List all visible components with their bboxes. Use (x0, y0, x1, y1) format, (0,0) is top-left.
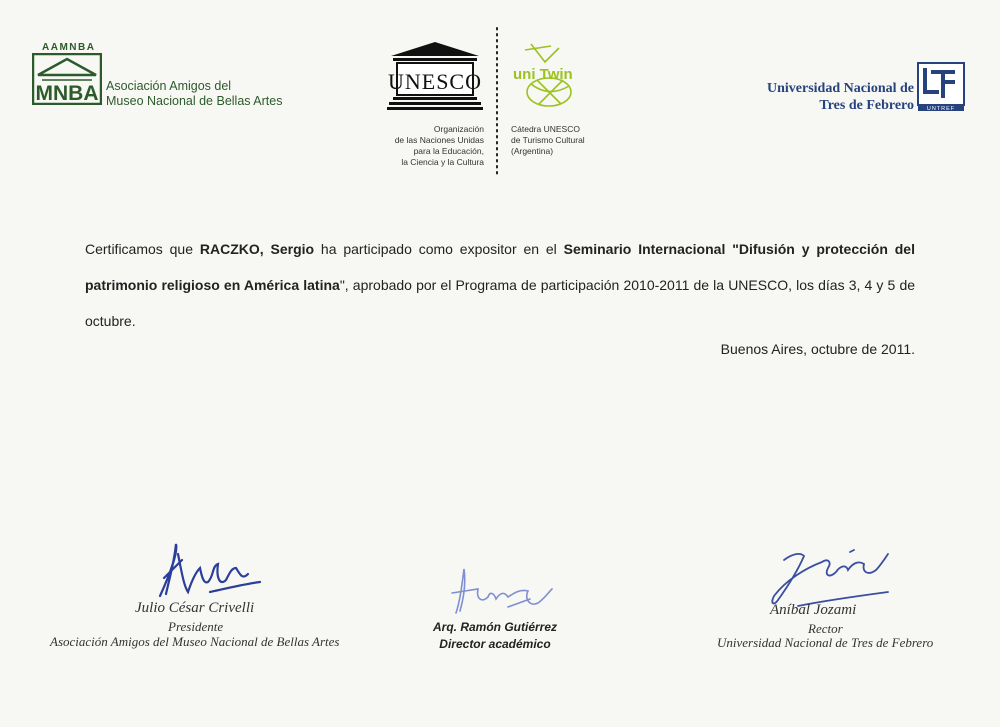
signatory-3-role: Rector (808, 621, 843, 636)
aamnba-name-line1: Asociación Amigos del (106, 79, 232, 93)
unesco-caption-line: la Ciencia y la Cultura (401, 157, 484, 167)
signatory-2-name: Arq. Ramón Gutiérrez (432, 620, 558, 634)
unesco-caption-line: para la Educación, (413, 146, 484, 156)
cert-topic: Difusión y protección del patrimonio religioso en América latina (85, 241, 915, 293)
untref-name-line2: Tres de Febrero (819, 98, 914, 113)
untref-logo-mark (917, 62, 965, 112)
signatory-1-role: Presidente (168, 619, 224, 634)
cert-mid2: " (725, 241, 739, 257)
cert-closing: ", aprobado por el Programa de participación 2010-2011 de la UNESCO, los días 3, 4 y 5 de octubre. (85, 277, 916, 329)
signatory-1-name: Julio César Crivelli (135, 600, 255, 616)
untref-name-line1: Universidad Nacional de (766, 81, 914, 96)
unitwin-caption-line: de Turismo Cultural (511, 135, 585, 145)
cert-person: RACZKO, Sergio (199, 241, 315, 257)
untref-mark-text: UNTREF (926, 106, 956, 112)
unesco-temple-logo (387, 40, 483, 112)
signatory-3-org: Universidad Nacional de Tres de Febrero (717, 635, 934, 650)
unesco-caption (370, 124, 484, 168)
aamnba-logo-mark (32, 53, 102, 105)
untref-name (744, 80, 914, 114)
signature-crivelli-icon (148, 534, 268, 604)
signature-gutierrez-icon (448, 563, 558, 623)
place-date: Buenos Aires, octubre de 2011. (720, 341, 915, 357)
aamnba-name (106, 79, 282, 109)
unitwin-mark-text: uni Twin (513, 66, 573, 83)
dotted-divider (494, 26, 500, 180)
unesco-caption-line: de las Naciones Unidas (394, 135, 484, 145)
certificate-body (85, 231, 915, 339)
aamnba-name-line2: Museo Nacional de Bellas Artes (106, 94, 283, 108)
cert-intro: Certificamos que (85, 241, 200, 257)
unesco-caption-line: Organización (433, 124, 484, 134)
cert-event: Seminario Internacional (563, 241, 726, 257)
signatory-1-org: Asociación Amigos del Museo Nacional de Bellas Artes (50, 634, 340, 649)
aamnba-abbreviation: AAMNBA (42, 42, 96, 53)
unitwin-caption-line: Cátedra UNESCO (511, 124, 580, 134)
signatory-3-name: Aníbal Jozami (770, 602, 857, 618)
unitwin-logo (511, 40, 587, 112)
aamnba-mark-text: MNBA (35, 82, 99, 105)
unitwin-caption-line: (Argentina) (511, 146, 554, 156)
signatory-2-role: Director académico (439, 637, 551, 651)
unesco-mark-text: UNESCO (387, 69, 483, 94)
unitwin-caption (511, 124, 585, 157)
cert-mid1: ha participado como expositor en el (314, 241, 564, 257)
